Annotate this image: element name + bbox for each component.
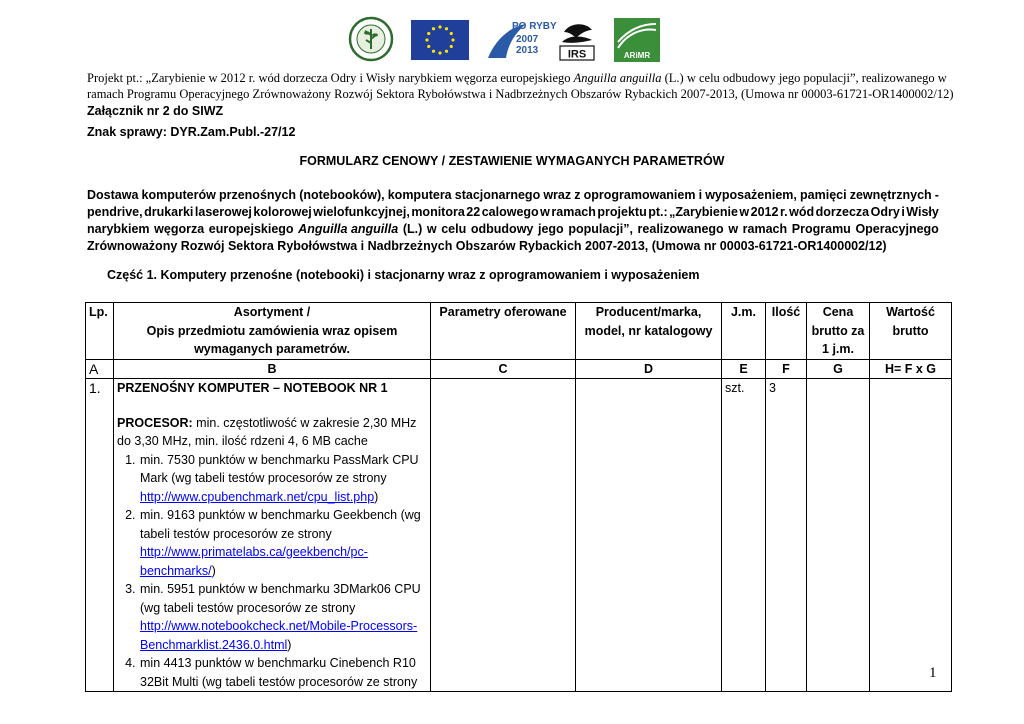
description-word: europejskiego (208, 222, 294, 236)
total-value-cell[interactable] (870, 379, 952, 692)
description-word: w (426, 222, 437, 236)
processor-label: PROCESOR: (117, 415, 193, 430)
benchmark-requirements-list (117, 451, 427, 692)
benchmark-requirement-item (139, 506, 427, 580)
quantity-cell: 3 (766, 379, 807, 692)
description-word: przenośnych (218, 188, 297, 202)
description-word: (notebooków), (299, 188, 385, 202)
table-row (86, 379, 952, 692)
part-title: Część 1. Komputery przenośne (notebooki) i stacjonarny wraz z oprogramowaniem i wyposażeniem (107, 268, 700, 282)
description-line-1 (87, 187, 939, 204)
description-word: realizowanego (637, 222, 724, 236)
case-number: Znak sprawy: DYR.Zam.Publ.-27/12 (87, 125, 296, 139)
description-word: - (934, 188, 939, 202)
eu-star-icon (427, 45, 430, 48)
requirement-close-paren: ) (287, 637, 292, 652)
requirement-close-paren: ) (211, 563, 216, 578)
producer-cell[interactable] (576, 379, 722, 692)
description-word: wraz (543, 188, 572, 202)
description-word: monitora (411, 205, 465, 219)
benchmark-requirement-item (139, 580, 427, 654)
arimr-label: ARiMR (623, 51, 651, 60)
description-word: stacjonarnego (454, 188, 541, 202)
page-number: 1 (929, 665, 937, 681)
description-word: pamięci (800, 188, 847, 202)
header-assortment-line-2: Opis przedmiotu zamówienia wraz opisem (146, 323, 398, 338)
benchmark-link[interactable]: http://www.cpubenchmark.net/cpu_list.php (140, 489, 375, 504)
eu-flag-logo (411, 20, 469, 60)
requirement-text: min. 5951 punktów w benchmarku 3DMark06 CPU (wg tabeli testów procesorów ze strony (140, 582, 421, 615)
description-word: dorzecza (815, 205, 870, 219)
project-line-2: ramach Programu Operacyjnego Zrównoważony Rozwój Sektora Rybołówstwa i Nadbrzeżnych Obszarów Rybackich 2007-2013, (Umowa nr 00003-61721-OR1400002/12) (87, 87, 954, 101)
description-word: r. (779, 205, 788, 219)
header-quantity: Ilość (766, 303, 807, 360)
header-price-line-3: 1 j.m. (822, 342, 854, 356)
header-assortment-line-3: wymaganych parametrów. (194, 342, 350, 356)
description-word: pt.: (648, 205, 668, 219)
description-word: w (728, 222, 739, 236)
description-word: odbudowy (470, 222, 534, 236)
description-word: calowego (481, 205, 539, 219)
description-word: Wisły (906, 205, 939, 219)
description-word: w (739, 205, 750, 219)
description-word: ramach (742, 222, 788, 236)
description-word: oprogramowaniem (583, 188, 696, 202)
benchmark-requirement-item (139, 654, 427, 691)
description-word: i (901, 205, 905, 219)
arimr-logo (614, 18, 660, 62)
eu-star-icon (425, 38, 428, 41)
header-producer-line-2: model, nr katalogowy (584, 323, 713, 338)
header-unit-price (807, 303, 870, 360)
description-word: jego (538, 222, 564, 236)
eu-star-icon (445, 27, 448, 30)
description-word: zewnętrznych (849, 188, 932, 202)
description-word: komputerów (141, 188, 216, 202)
description-word: populacji”, (568, 222, 633, 236)
processor-spec (117, 414, 427, 451)
description-word: celu (441, 222, 467, 236)
description-word: komputera (387, 188, 452, 202)
description-word: ramach (551, 205, 596, 219)
unit-cell: szt. (722, 379, 766, 692)
offered-params-cell[interactable] (431, 379, 576, 692)
benchmark-requirement-item (139, 451, 427, 507)
description-word: kolorowej (253, 205, 312, 219)
eu-star-icon (432, 50, 435, 53)
description-line-3 (87, 221, 939, 238)
eu-star-icon (438, 25, 441, 28)
description-word: narybkiem (87, 222, 150, 236)
description-word: projektu (597, 205, 647, 219)
description-line-4: Zrównoważony Rozwój Sektora Rybołówstwa i Nadbrzeżnych Obszarów Rybackich 2007-2013, (Umowa nr 00003-61721-OR1400002/12) (87, 239, 887, 253)
project-text-a: Projekt pt.: „Zarybienie w 2012 r. wód dorzecza Odry i Wisły narybkiem węgorza europejskiego (87, 71, 574, 85)
description-word: „Zarybienie (669, 205, 738, 219)
header-value-line-1: Wartość (886, 305, 935, 319)
requirement-close-paren: ) (374, 489, 379, 504)
po-ryby-year-end: 2013 (516, 45, 539, 56)
column-letter-g: G (807, 359, 870, 379)
column-letters-row (86, 359, 952, 379)
form-title: FORMULARZ CENOWY / ZESTAWIENIE WYMAGANYCH PARAMETRÓW (299, 154, 725, 168)
header-producer-line-1: Producent/marka, (595, 305, 702, 319)
benchmark-link[interactable]: http://www.primatelabs.ca/geekbench/pc-benchmarks/ (140, 545, 368, 578)
eu-star-icon (438, 51, 441, 54)
seal-logo (348, 16, 394, 62)
eu-star-icon (427, 32, 430, 35)
description-word: wielofunkcyjnej, (313, 205, 410, 219)
description-word: i (698, 188, 703, 202)
project-text-b: (L.) w celu odbudowy jego populacji”, realizowanego w (661, 71, 947, 85)
project-line-1 (87, 70, 947, 86)
project-species: Anguilla anguilla (573, 71, 662, 85)
requirement-text: min 4413 punktów w benchmarku Cinebench R10 32Bit Multi (wg tabeli testów procesorów ze strony (140, 656, 418, 689)
item-title: PRZENOŚNY KOMPUTER – NOTEBOOK NR 1 (117, 381, 388, 395)
description-word: wód (789, 205, 815, 219)
logo-strip (346, 16, 666, 66)
column-letter-b: B (114, 359, 431, 379)
order-description (87, 187, 939, 255)
header-producer (576, 303, 722, 360)
column-letter-f: F (766, 359, 807, 379)
requirement-text: min. 7530 punktów w benchmarku PassMark CPU Mark (wg tabeli testów procesorów ze strony (140, 452, 419, 485)
unit-price-cell[interactable] (807, 379, 870, 692)
processor-text: min. częstotliwość w zakresie 2,30 MHz do 3,30 MHz, min. ilość rdzeni 4, 6 MB cache (117, 415, 417, 448)
description-word: pendrive, (87, 205, 143, 219)
description-word: w (540, 205, 550, 219)
header-offered-params: Parametry oferowane (431, 303, 576, 360)
item-description-cell (114, 379, 431, 692)
benchmark-link[interactable]: http://www.notebookcheck.net/Mobile-Processors-Benchmarklist.2436.0.html (140, 619, 418, 652)
eu-star-icon (450, 45, 453, 48)
description-word: węgorza (154, 222, 205, 236)
description-word: drukarki (144, 205, 194, 219)
attachment-label: Załącznik nr 2 do SIWZ (87, 104, 224, 118)
description-word: Programu (791, 222, 851, 236)
project-line-1-text (87, 70, 947, 86)
po-ryby-year-start: 2007 (516, 34, 539, 45)
header-price-line-1: Cena (822, 305, 854, 319)
column-letter-c: C (431, 359, 576, 379)
header-assortment-line-1: Asortyment / (233, 305, 311, 319)
price-form-table (85, 302, 952, 692)
column-letter-h: H= F x G (870, 359, 952, 379)
description-word: z (574, 188, 581, 202)
description-word: laserowej (194, 205, 252, 219)
header-lp: Lp. (86, 303, 114, 360)
header-value-line-2: brutto (892, 323, 929, 338)
header-total-value (870, 303, 952, 360)
header-unit: J.m. (722, 303, 766, 360)
eu-star-icon (451, 38, 454, 41)
project-header (87, 70, 954, 102)
column-letter-d: D (576, 359, 722, 379)
table-header-row (86, 303, 952, 360)
po-ryby-logo (486, 18, 557, 62)
description-word: 2012 (750, 205, 779, 219)
column-letter-a: A (86, 359, 114, 379)
description-word: (L.) (402, 222, 423, 236)
header-price-line-2: brutto za (811, 323, 865, 338)
description-word: Dostawa (87, 188, 139, 202)
irs-logo (558, 18, 596, 62)
eu-star-icon (450, 32, 453, 35)
row-number: 1. (86, 379, 114, 692)
irs-label: IRS (567, 48, 587, 61)
description-word: Odry (870, 205, 900, 219)
description-line-2 (87, 204, 939, 221)
description-word: Anguilla anguilla (298, 222, 399, 236)
requirement-text: min. 9163 punktów w benchmarku Geekbench (wg tabeli testów procesorów ze strony (140, 508, 421, 541)
column-letter-e: E (722, 359, 766, 379)
eu-star-icon (432, 27, 435, 30)
description-word: wyposażeniem, (705, 188, 797, 202)
header-assortment (114, 303, 431, 360)
po-ryby-label: PO RYBY (512, 21, 557, 32)
eu-star-icon (445, 50, 448, 53)
description-word: Operacyjnego (855, 222, 939, 236)
description-word: 22 (466, 205, 481, 219)
